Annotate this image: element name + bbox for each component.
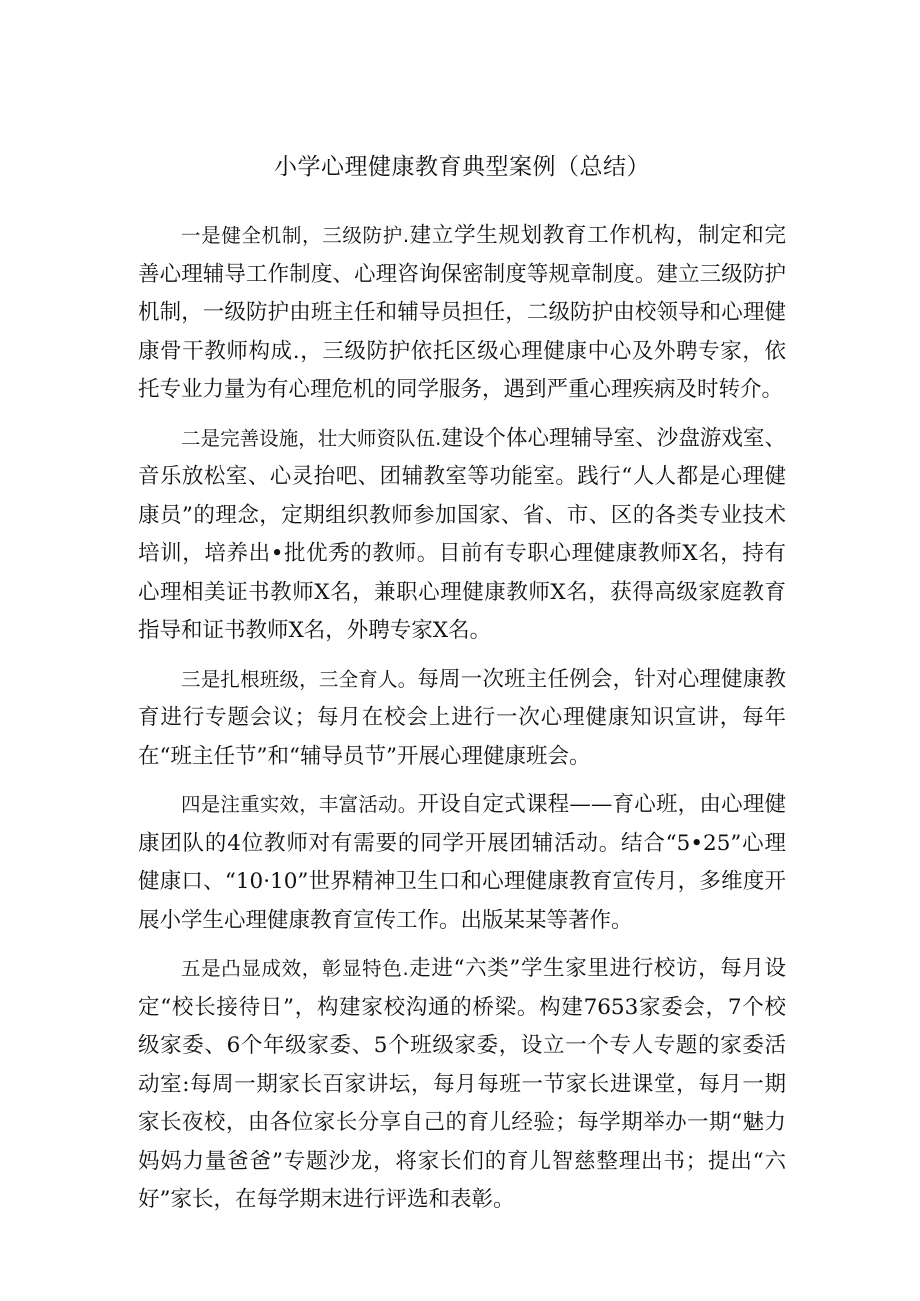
paragraph-lead: 五是凸显成效，彰显特色.: [181, 957, 409, 980]
paragraph-results: [138, 950, 786, 1220]
paragraph-body: 建立学生规划教育工作机构，制定和完善心理辅导工作制度、心理咨询保密制度等规章制度。建立三级防护机制，一级防护由班主任和辅导员担任，二级防护由校领导和心理健康骨干教师构成.，三级防护依托区级心理健康中心及外聘专家，依托专业力量为有心理危机的同学服务，遇到严重心理疾病及时转介。: [138, 223, 786, 402]
paragraph-lead: 二是完善设施，壮大师资队伍.: [181, 426, 442, 450]
paragraph-body: 开设自定式课程——育心班，由心理健康团队的4位教师对有需要的同学开展团辅活动。结合“5•25”心理健康口、“10·10”世界精神卫生口和心理健康教育宣传月，多维度开展小学生心理健康教育宣传工作。出版某某等著作。: [138, 792, 786, 933]
paragraph-lead: 一是健全机制，三级防护.: [181, 224, 410, 247]
paragraph-classes: [138, 661, 786, 777]
document-title: 小学心理健康教育典型案例（总结）: [274, 154, 650, 180]
document-page: [138, 148, 786, 1230]
paragraph-lead: 三是扎根班级，三全育人。: [181, 667, 418, 691]
paragraph-lead: 四是注重实效，丰富活动。: [181, 793, 418, 816]
paragraph-body: 走进“六类”学生家里进行校访，每月设定“校长接待日”，构建家校沟通的桥梁。构建7653家委会，7个校级家委、6个年级家委、5个班级家委，设立一个专人专题的家委活动室:每周一期家长百家讲坛，每月每班一节家长进课堂，每月一期家长夜校，由各位家长分享自己的育儿经验；每学期举办一期“魅力妈妈力量爸爸”专题沙龙，将家长们的育儿智慈整理出书；提出“六好”家长，在每学期末进行评选和表彰。: [138, 956, 786, 1212]
paragraph-activities: [138, 786, 786, 940]
paragraph-mechanism: [138, 217, 786, 410]
paragraph-facilities: [138, 420, 786, 651]
paragraph-body: 每周一次班主任例会，针对心理健康教育进行专题会议；每月在校会上进行一次心理健康知识宣讲，每年在“班主任节”和“辅导员节”开展心理健康班会。: [138, 666, 786, 769]
paragraph-body: 建设个体心理辅导室、沙盘游戏室、音乐放松室、心灵抬吧、团辅教室等功能室。践行“人人都是心理健康员”的理念，定期组织教师参加国家、省、市、区的各类专业技术培训，培养出•批优秀的教师。目前有专职心理健康教师X名，持有心理相美证书教师X名，兼职心理健康教师X名，获得高级家庭教育指导和证书教师X名，外聘专家X名。: [138, 425, 786, 643]
